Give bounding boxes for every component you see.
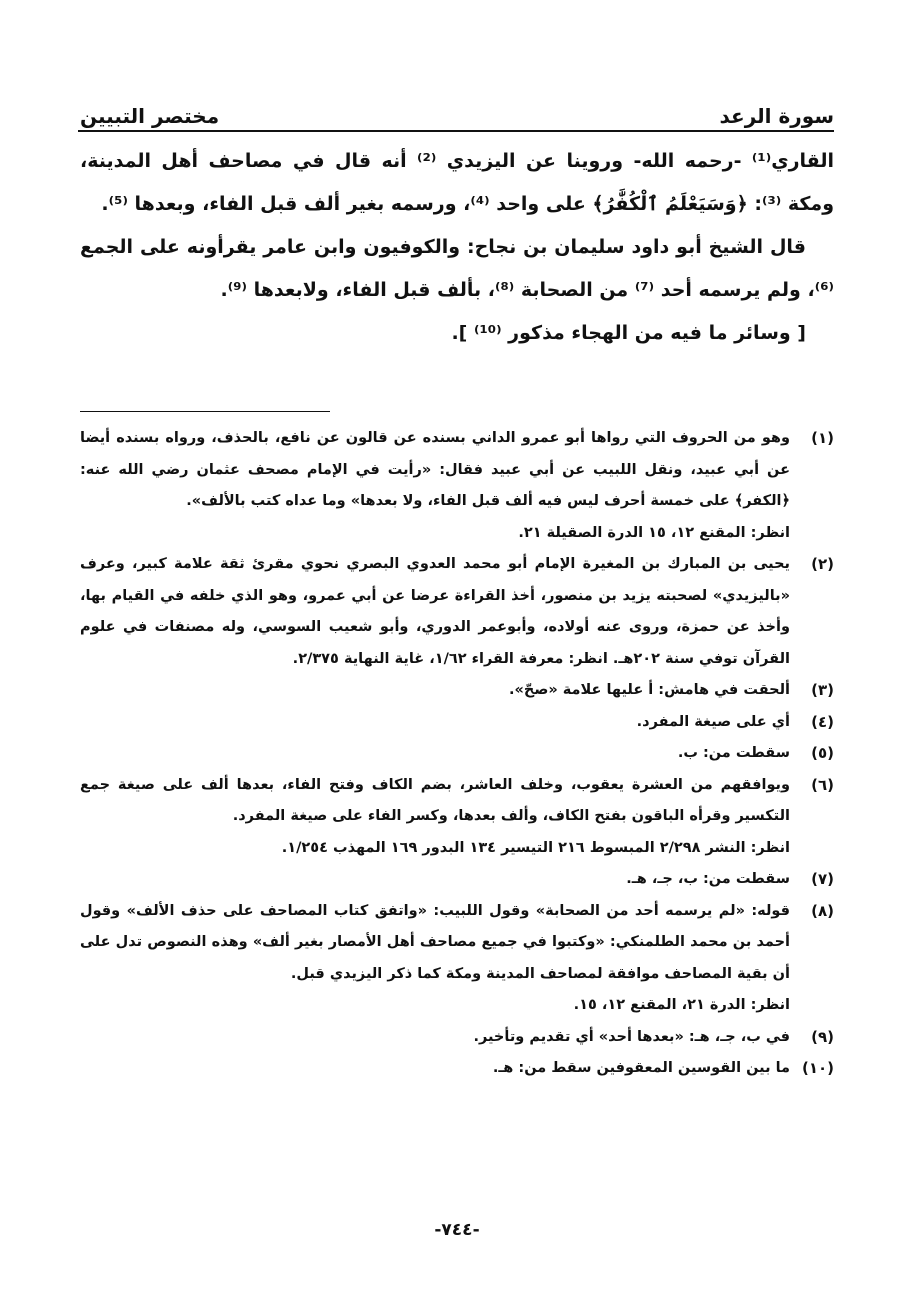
footnotes — [80, 423, 834, 1085]
footnote-text: سقطت من: ب. — [677, 745, 790, 761]
footnote-3 — [80, 675, 834, 707]
footnote-4 — [80, 707, 834, 739]
footnote-10 — [80, 1053, 834, 1085]
footnote-number: (٣) — [811, 681, 834, 699]
book-title: مختصر التبيين — [80, 104, 220, 128]
page-number: -٧٤٤- — [434, 1220, 480, 1240]
footnote-number: (٢) — [811, 555, 834, 573]
main-paragraph-1: القاري⁽¹⁾ -رحمه الله- وروينا عن اليزيدي ⁽²⁾ أنه قال في مصاحف أهل المدينة، ومكة ⁽³⁾: ﴿وَسَيَعْلَمُ ٱلْكُفَّٰرُ﴾ على واحد ⁽⁴⁾، ورسمه بغير ألف قبل الفاء، وبعدها ⁽⁵⁾. — [80, 150, 834, 215]
footnote-text: وهو من الحروف التي رواها أبو عمرو الداني بسنده عن قالون عن نافع، بالحذف، ورواه بسنده أيضا عن أبي عبيد، ونقل اللبيب عن أبي عبيد فقال: «رأيت في الإمام مصحف عثمان رضي الله عنه: ﴿الكفر﴾ على خمسة أحرف ليس فيه ألف قبل الفاء، ولا بعدها» وما عداه كتب بالألف». — [80, 430, 790, 509]
footnote-number: (٥) — [811, 744, 834, 762]
footnote-text: يحيى بن المبارك بن المغيرة الإمام أبو محمد العدوي البصري نحوي مقرئ ثقة علامة كبير، وعرف «باليزيدي» لصحبته يزيد بن منصور، أخذ القراءة عرضا عن أبي عمرو، وهو الذي خلفه في القيام بها، وأخذ عن حمزة، وروى عنه أولاده، وأبوعمر الدوري، وأبو شعيب السوسي، وله مصنفات في علوم القرآن توفي سنة ٢٠٢هـ. انظر: معرفة القراء ١/٦٢، غاية النهاية ٢/٣٧٥. — [80, 556, 790, 667]
footnote-2 — [80, 549, 834, 675]
main-paragraph-2: قال الشيخ أبو داود سليمان بن نجاح: والكوفيون وابن عامر يقرأونه على الجمع ⁽⁶⁾، ولم يرسمه أحد ⁽⁷⁾ من الصحابة ⁽⁸⁾، بألف قبل الفاء، ولابعدها ⁽⁹⁾. — [80, 236, 834, 301]
running-header — [80, 88, 834, 128]
footnote-number: (١٠) — [801, 1059, 834, 1077]
footnote-9 — [80, 1022, 834, 1054]
surah-title: سورة الرعد — [719, 104, 834, 128]
header-divider — [78, 130, 834, 132]
footnote-text: ويوافقهم من العشرة يعقوب، وخلف العاشر، بضم الكاف وفتح الفاء، بعدها ألف على صيغة جمع التكسير وقرأه الباقون بفتح الكاف، وألف بعدها، وكسر الفاء على صيغة المفرد. — [80, 776, 790, 824]
footnote-8 — [80, 896, 834, 1022]
footnote-text: في ب، جـ، هـ: «بعدها أحد» أي تقديم وتأخير. — [473, 1028, 790, 1045]
footnote-divider — [80, 411, 330, 412]
footnote-text: ألحقت في هامش: أ عليها علامة «صحّ». — [509, 682, 790, 698]
footnote-number: (٨) — [811, 901, 834, 920]
footnote-number: (٧) — [811, 870, 834, 888]
footnote-1 — [80, 423, 834, 549]
main-text — [80, 140, 834, 355]
footnote-text: قوله: «لم يرسمه أحد من الصحابة» وقول اللبيب: «واتفق كتاب المصاحف على حذف الألف» وقول أحمد بن محمد الطلمنكي: «وكتبوا في جميع مصاحف أهل الأمصار بغير ألف» وهذه النصوص تدل على أن بقية المصاحف موافقة لمصاحف المدينة ومكة كما ذكر اليزيدي قبل. — [80, 902, 790, 982]
footnote-text: ما بين القوسين المعقوفين سقط من: هـ. — [492, 1060, 790, 1076]
footnote-reference: انظر: المقنع ١٢، ١٥ الدرة الصقيلة ٢١. — [518, 524, 790, 541]
footnote-reference: انظر: الدرة ٢١، المقنع ١٢، ١٥. — [573, 997, 790, 1013]
main-paragraph-3: [ وسائر ما فيه من الهجاء مذكور ⁽¹⁰⁾ ]. — [451, 322, 806, 344]
footnote-7 — [80, 864, 834, 896]
footnote-number: (٤) — [811, 712, 834, 731]
footnote-6 — [80, 770, 834, 865]
footnote-number: (٩) — [811, 1027, 834, 1046]
footnote-reference: انظر: النشر ٢/٢٩٨ المبسوط ٢١٦ التيسير ١٣٤ البدور ١٦٩ المهذب ١/٢٥٤. — [281, 839, 790, 856]
footnote-number: (٦) — [811, 775, 834, 794]
footnote-text: سقطت من: ب، جـ، هـ. — [626, 871, 790, 887]
footnote-5 — [80, 738, 834, 770]
footnote-text: أي على صيغة المفرد. — [636, 713, 790, 730]
footnote-number: (١) — [811, 429, 834, 447]
